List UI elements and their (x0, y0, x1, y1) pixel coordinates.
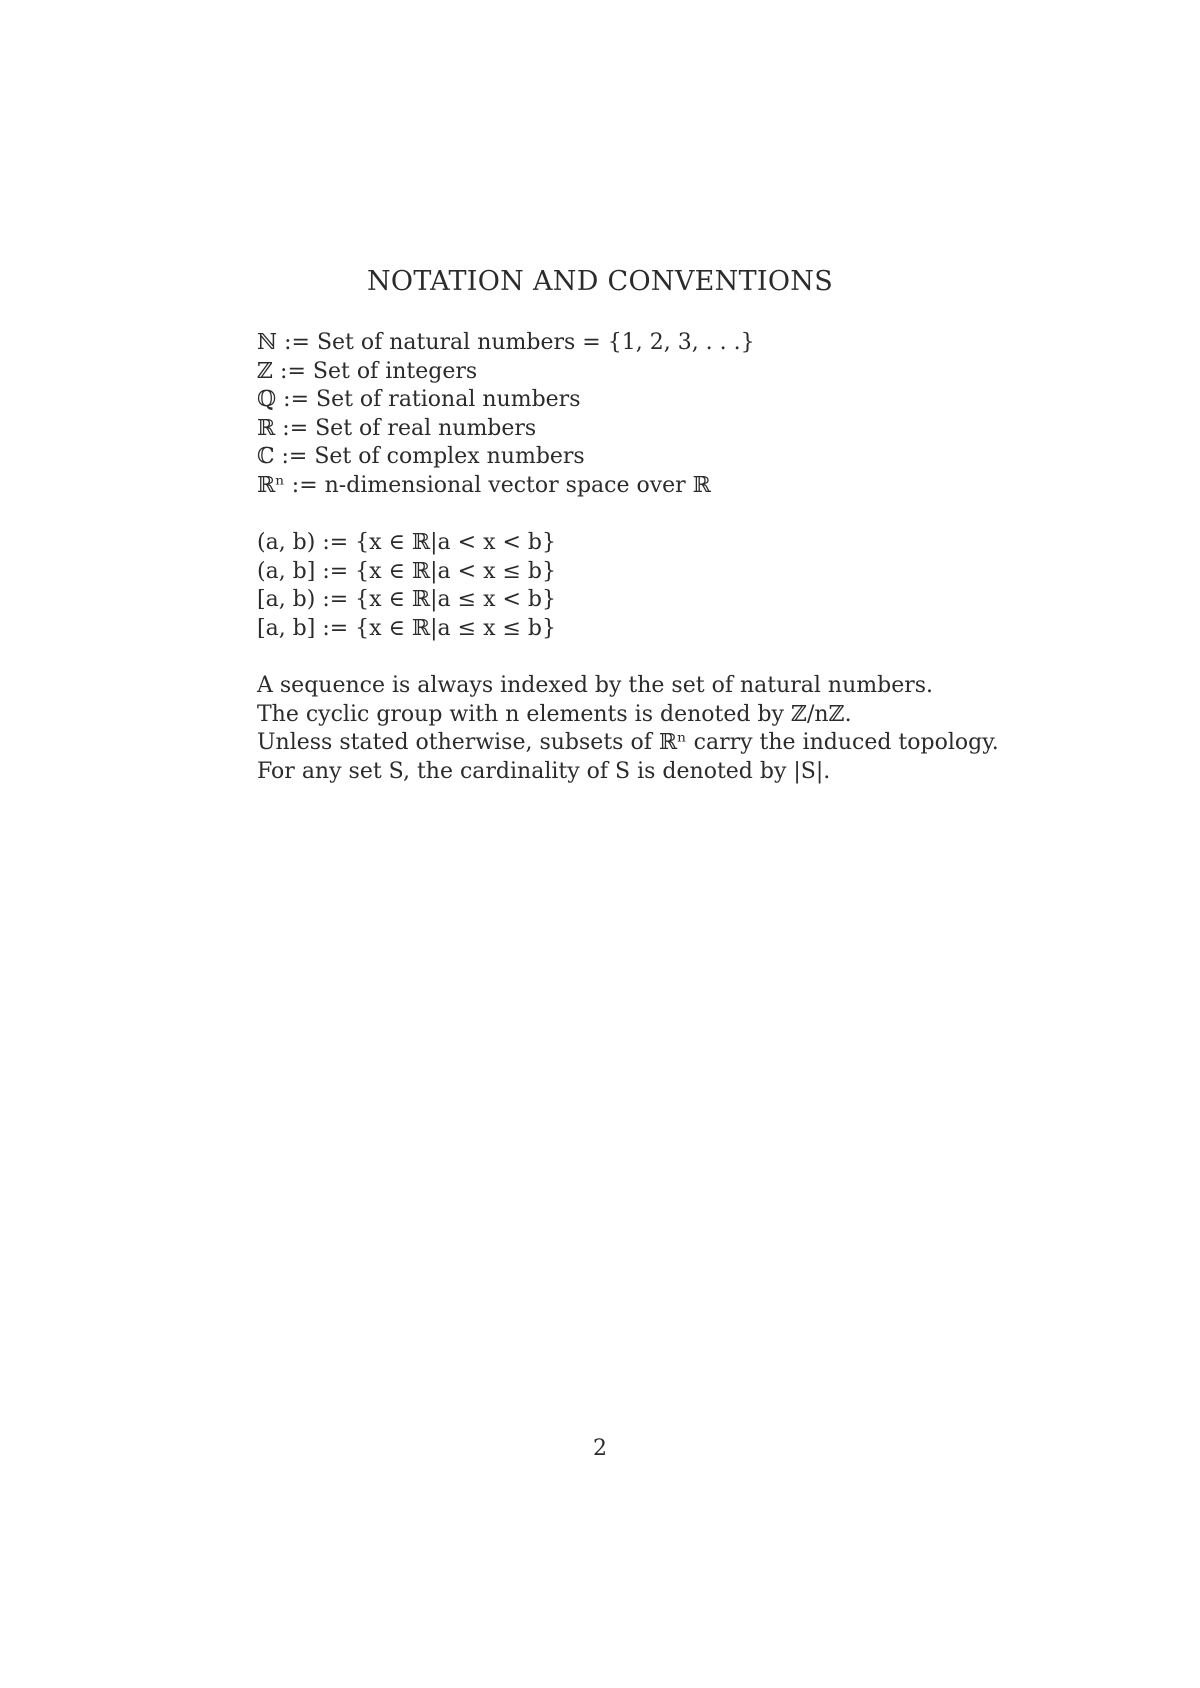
set-definitions (257, 329, 1017, 501)
definition-natural-numbers: ℕ := Set of natural numbers = {1, 2, 3, . . .} (257, 330, 755, 355)
convention-cardinality: For any set S, the cardinality of S is denoted by |S|. (257, 758, 831, 784)
definition-integers: ℤ := Set of integers (257, 358, 478, 384)
definition-closed-interval: [a, b] := {x ∈ ℝ|a ≤ x ≤ b} (257, 615, 556, 641)
definition-open-interval: (a, b) := {x ∈ ℝ|a < x < b} (257, 530, 556, 555)
interval-definitions (257, 529, 1017, 643)
definition-right-open-interval: [a, b) := {x ∈ ℝ|a ≤ x < b} (257, 587, 556, 613)
page-number: 2 (593, 1436, 607, 1461)
conventions (257, 672, 1017, 786)
definition-complex-numbers: ℂ := Set of complex numbers (257, 444, 585, 470)
convention-sequence-indexing: A sequence is always indexed by the set of natural numbers. (257, 673, 934, 698)
definition-rational-numbers: ℚ := Set of rational numbers (257, 387, 581, 413)
definition-vector-space: ℝⁿ := n-dimensional vector space over ℝ (257, 472, 711, 498)
convention-cyclic-group: The cyclic group with n elements is denoted by ℤ/nℤ. (257, 701, 852, 727)
convention-induced-topology: Unless stated otherwise, subsets of ℝⁿ carry the induced topology. (257, 730, 999, 756)
definition-real-numbers: ℝ := Set of real numbers (257, 415, 537, 441)
page-title: NOTATION AND CONVENTIONS (366, 266, 834, 297)
definition-left-open-interval: (a, b] := {x ∈ ℝ|a < x ≤ b} (257, 558, 556, 584)
